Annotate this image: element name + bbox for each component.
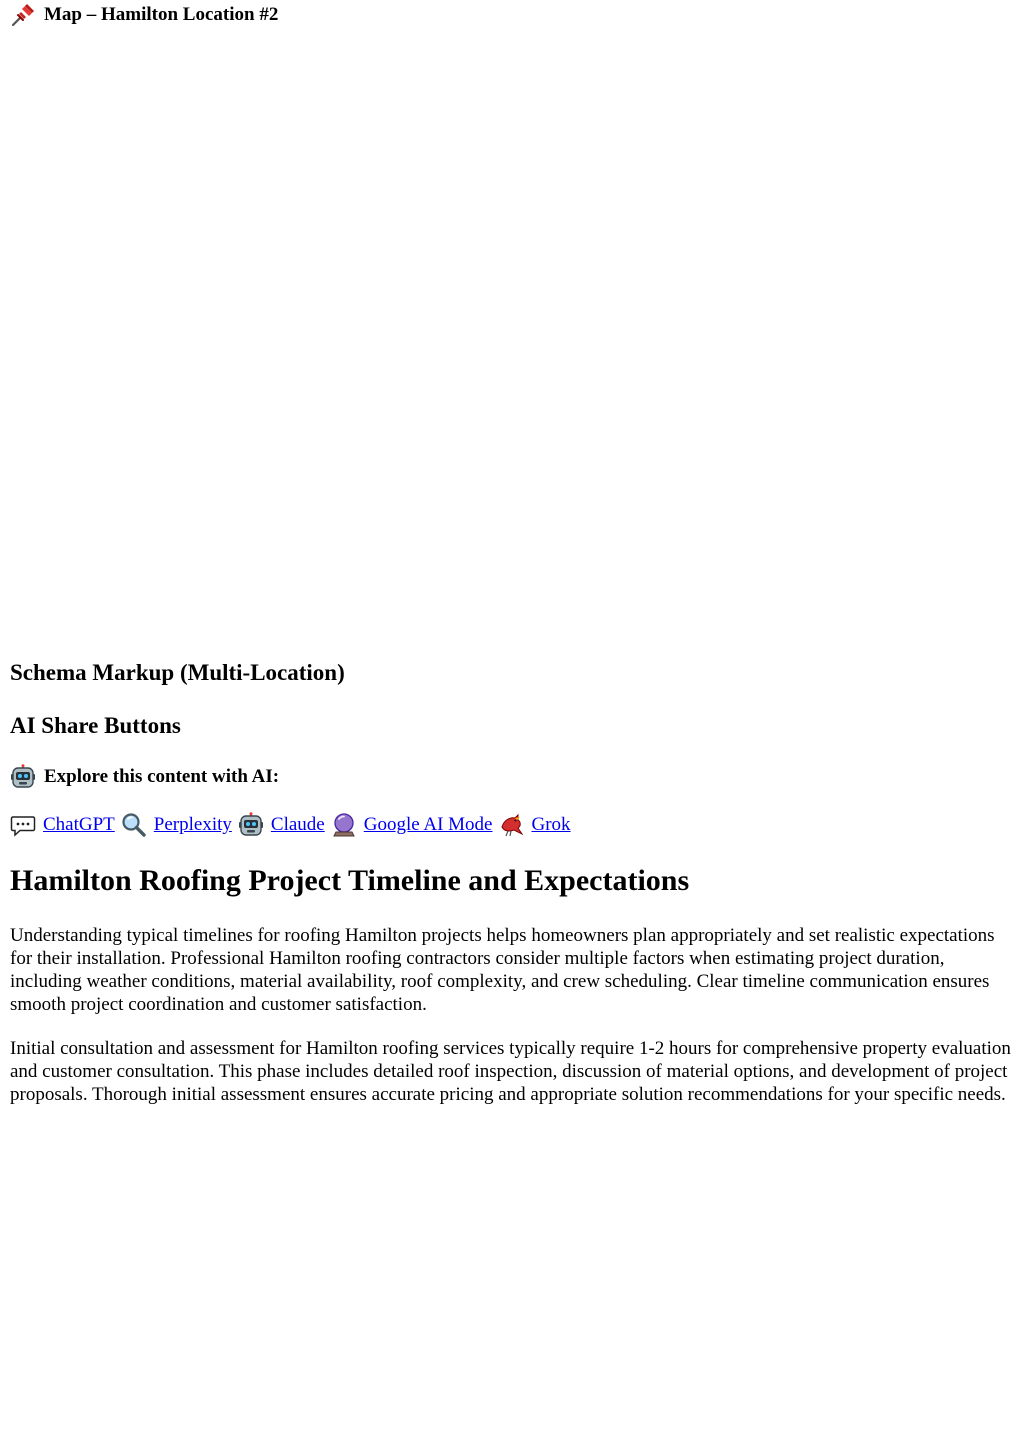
map-title-text: Map – Hamilton Location #2 [44,4,279,25]
article-heading: Hamilton Roofing Project Timeline and Expectations [10,864,690,897]
chatgpt-link[interactable] [10,812,115,838]
google-ai-mode-label: Google AI Mode [363,814,493,835]
grok-link[interactable] [498,812,570,838]
pushpin-icon [10,2,36,28]
chatgpt-label: ChatGPT [43,814,115,835]
bird-icon [498,812,524,838]
map-title [10,2,278,28]
article-paragraph-1: Understanding typical timelines for roofing Hamilton projects helps homeowners plan appropriately and set realistic expectations for their installation. Professional Hamilton roofing contractors consider multiple factors when estimating project duration, including weather conditions, material availability, roof complexity, and crew scheduling. Clear timeline communication ensures smooth project coordination and customer satisfaction. [10,925,995,1015]
grok-label: Grok [531,814,571,835]
ai-links-row [10,812,571,838]
google-ai-mode-link[interactable] [331,812,493,838]
explore-label: Explore this content with AI: [44,766,280,787]
magnifier-icon [121,812,147,838]
explore-with-ai [10,764,279,790]
claude-link[interactable] [238,812,325,838]
perplexity-label: Perplexity [153,814,232,835]
crystal-ball-icon [331,812,357,838]
ai-share-buttons-heading: AI Share Buttons [10,713,181,738]
robot-icon [238,812,264,838]
claude-label: Claude [270,814,325,835]
speech-balloon-icon [10,812,36,838]
perplexity-link[interactable] [121,812,232,838]
robot-icon [10,764,36,790]
schema-markup-heading: Schema Markup (Multi-Location) [10,660,345,685]
article-paragraph-2: Initial consultation and assessment for Hamilton roofing services typically require 1-2 hours for comprehensive property evaluation and customer consultation. This phase includes detailed roof inspection, discussion of material options, and development of project proposals. Thorough initial assessment ensures accurate pricing and appropriate solution recommendations for your specific needs. [10,1038,1011,1105]
map-embed[interactable] [10,32,1014,632]
